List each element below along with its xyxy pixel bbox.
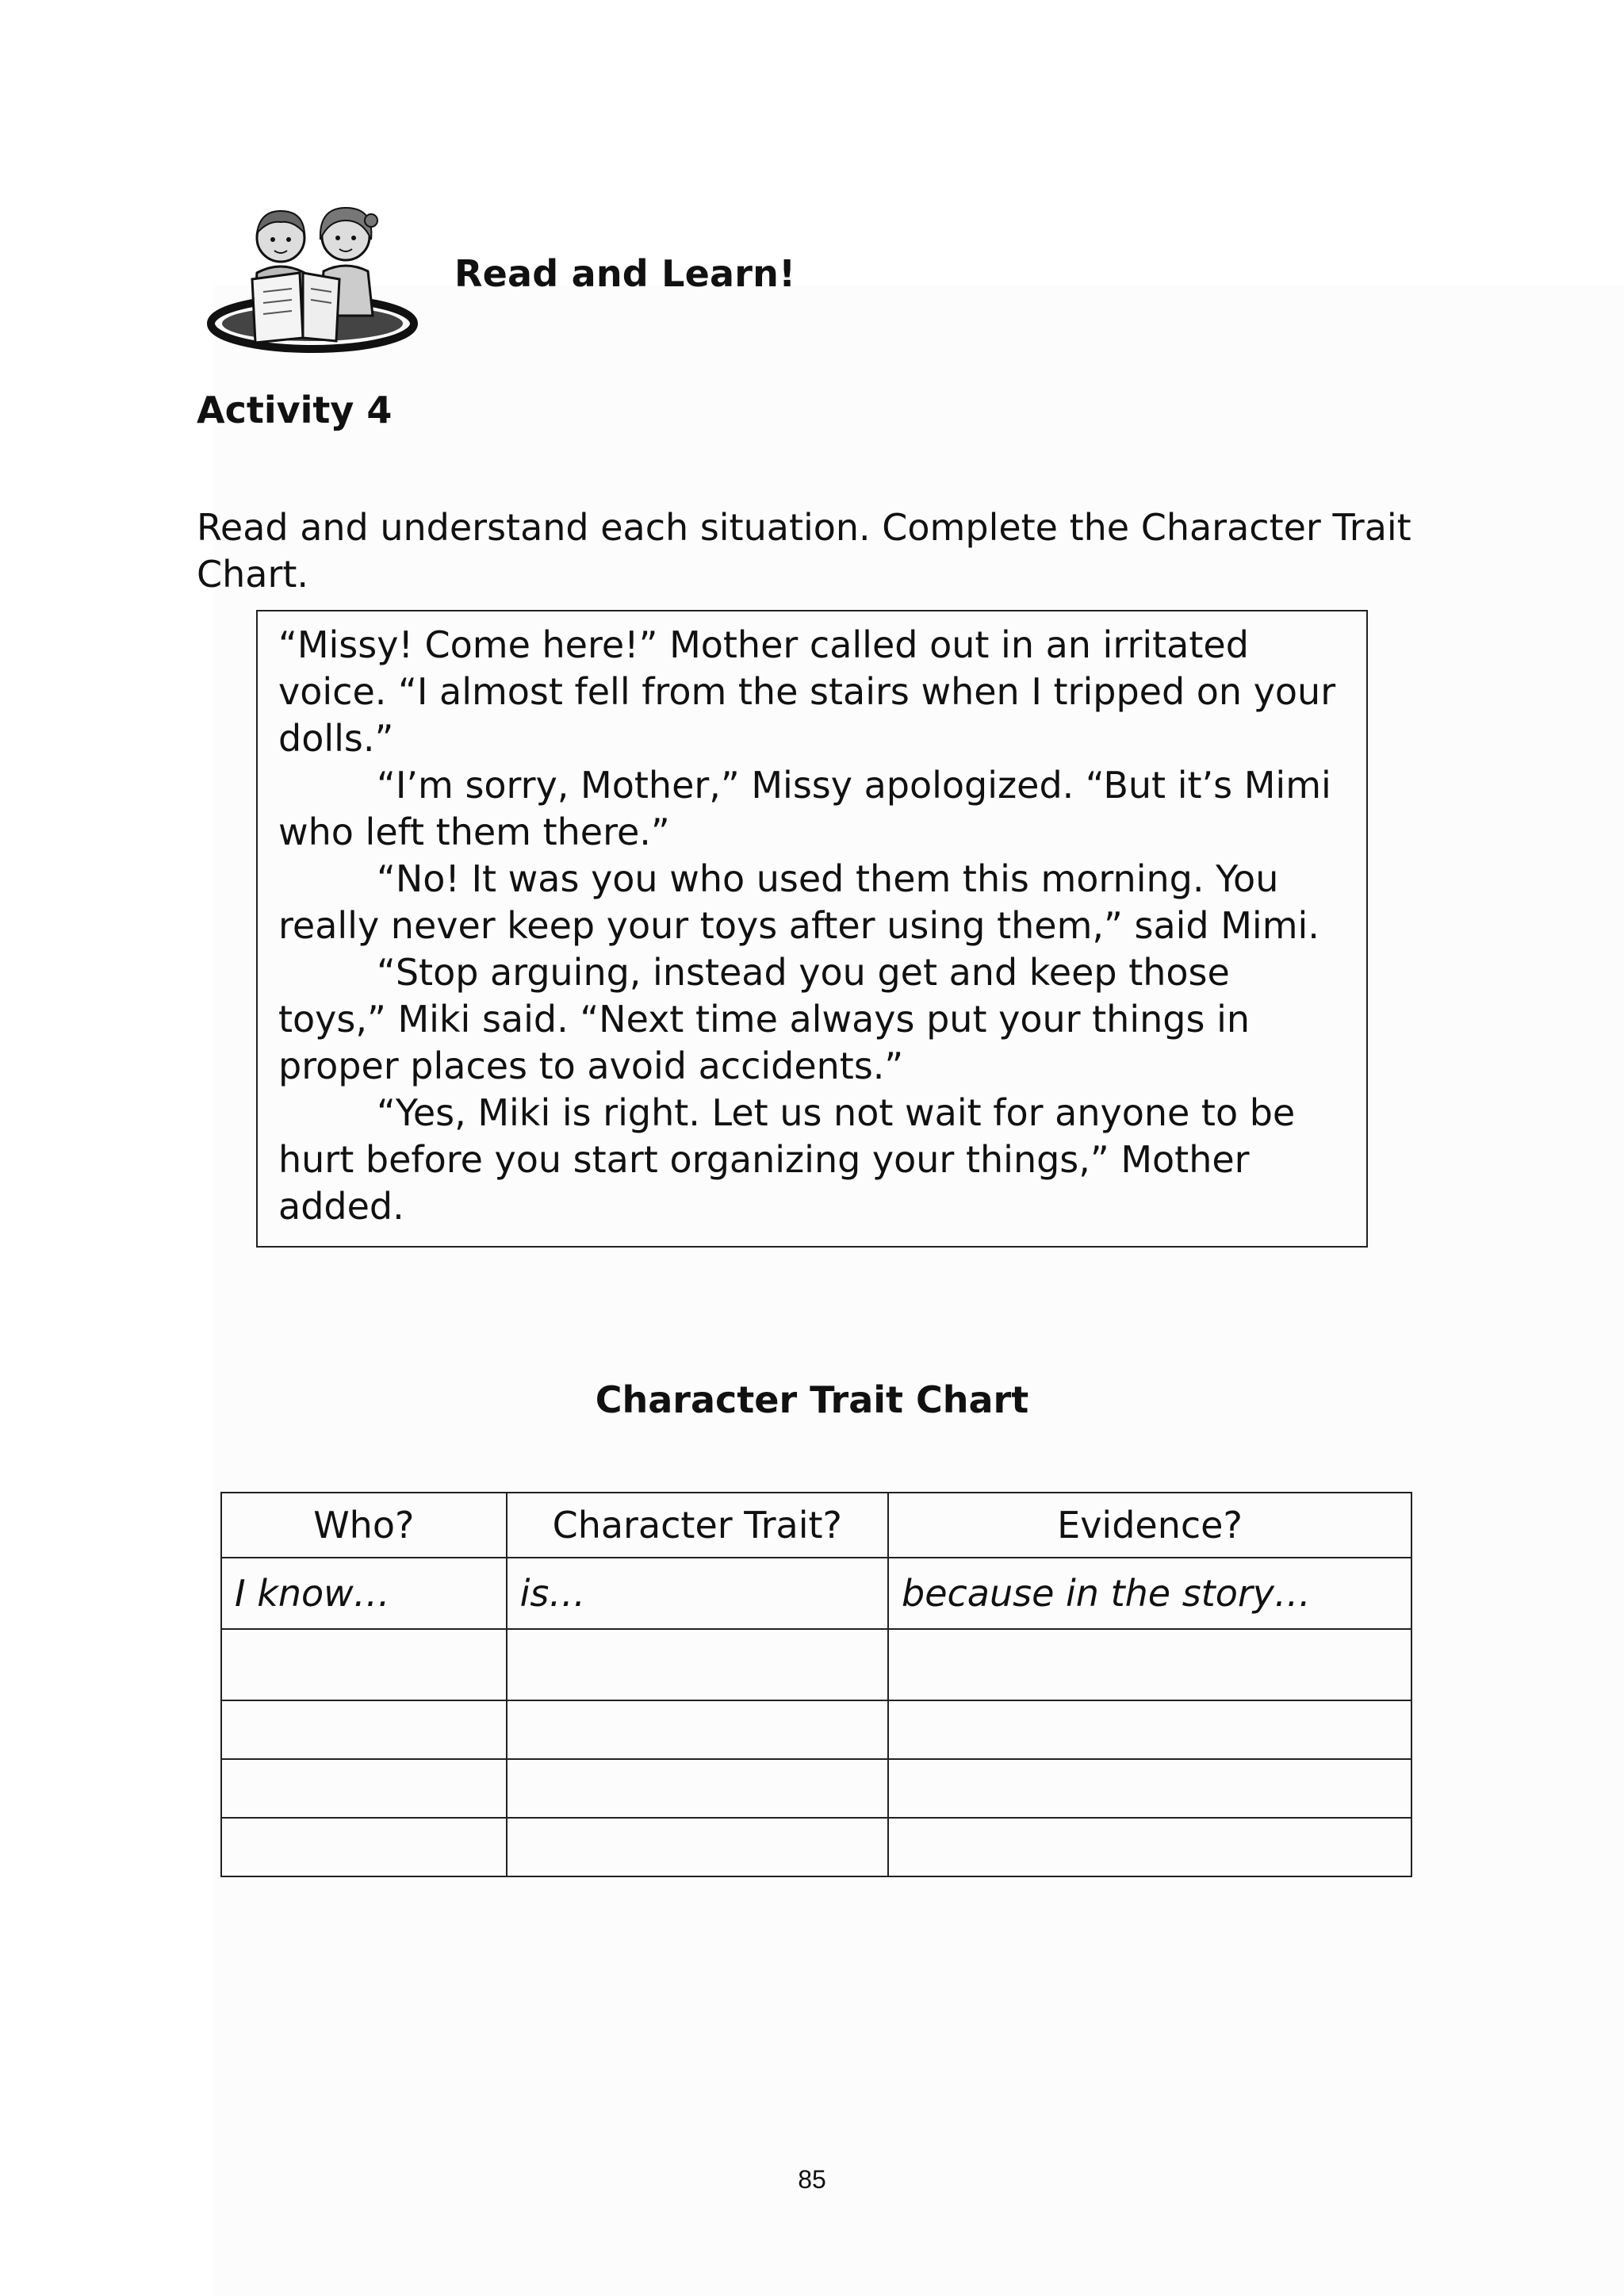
story-paragraph: “Stop arguing, instead you get and keep those toys,” Miki said. “Next time always put your things in proper places to avoid accidents.” — [278, 951, 1250, 1087]
answer-cell-who[interactable] — [221, 1700, 507, 1759]
answer-cell-evidence[interactable] — [888, 1818, 1411, 1876]
column-header-who: Who? — [221, 1493, 507, 1558]
chart-title: Character Trait Chart — [595, 1378, 1029, 1421]
character-trait-table — [220, 1492, 1412, 1877]
column-header-evidence: Evidence? — [888, 1493, 1411, 1558]
table-row — [221, 1629, 1411, 1700]
instructions-text: Read and understand each situation. Complete the Character Trait Chart. — [197, 506, 1411, 596]
page-number: 85 — [798, 2165, 826, 2194]
answer-cell-who[interactable] — [221, 1629, 507, 1700]
answer-cell-who[interactable] — [221, 1759, 507, 1818]
answer-cell-trait[interactable] — [507, 1629, 888, 1700]
children-reading-book-icon — [205, 197, 420, 355]
story-paragraph: “Yes, Miki is right. Let us not wait for anyone to be hurt before you start organizing your things,” Mother added. — [278, 1091, 1296, 1228]
table-prompt-row — [221, 1558, 1411, 1629]
section-heading: Read and Learn! — [454, 252, 796, 295]
prompt-cell-trait: is… — [507, 1558, 888, 1629]
prompt-cell-evidence: because in the story… — [888, 1558, 1411, 1629]
table-row — [221, 1818, 1411, 1876]
answer-cell-trait[interactable] — [507, 1700, 888, 1759]
story-paragraph: “No! It was you who used them this morning. You really never keep your toys after using them,” said Mimi. — [278, 857, 1320, 947]
story-paragraph: “I’m sorry, Mother,” Missy apologized. “But it’s Mimi who left them there.” — [278, 764, 1331, 853]
table-row — [221, 1759, 1411, 1818]
answer-cell-trait[interactable] — [507, 1818, 888, 1876]
story-box — [256, 610, 1368, 1248]
activity-title: Activity 4 — [197, 389, 393, 431]
answer-cell-evidence[interactable] — [888, 1700, 1411, 1759]
table-header-row — [221, 1493, 1411, 1558]
answer-cell-trait[interactable] — [507, 1759, 888, 1818]
answer-cell-who[interactable] — [221, 1818, 507, 1876]
answer-cell-evidence[interactable] — [888, 1759, 1411, 1818]
column-header-trait: Character Trait? — [507, 1493, 888, 1558]
table-row — [221, 1700, 1411, 1759]
prompt-cell-who: I know… — [221, 1558, 507, 1629]
answer-cell-evidence[interactable] — [888, 1629, 1411, 1700]
story-paragraph: “Missy! Come here!” Mother called out in an irritated voice. “I almost fell from the stairs when I tripped on your dolls.” — [278, 623, 1336, 760]
